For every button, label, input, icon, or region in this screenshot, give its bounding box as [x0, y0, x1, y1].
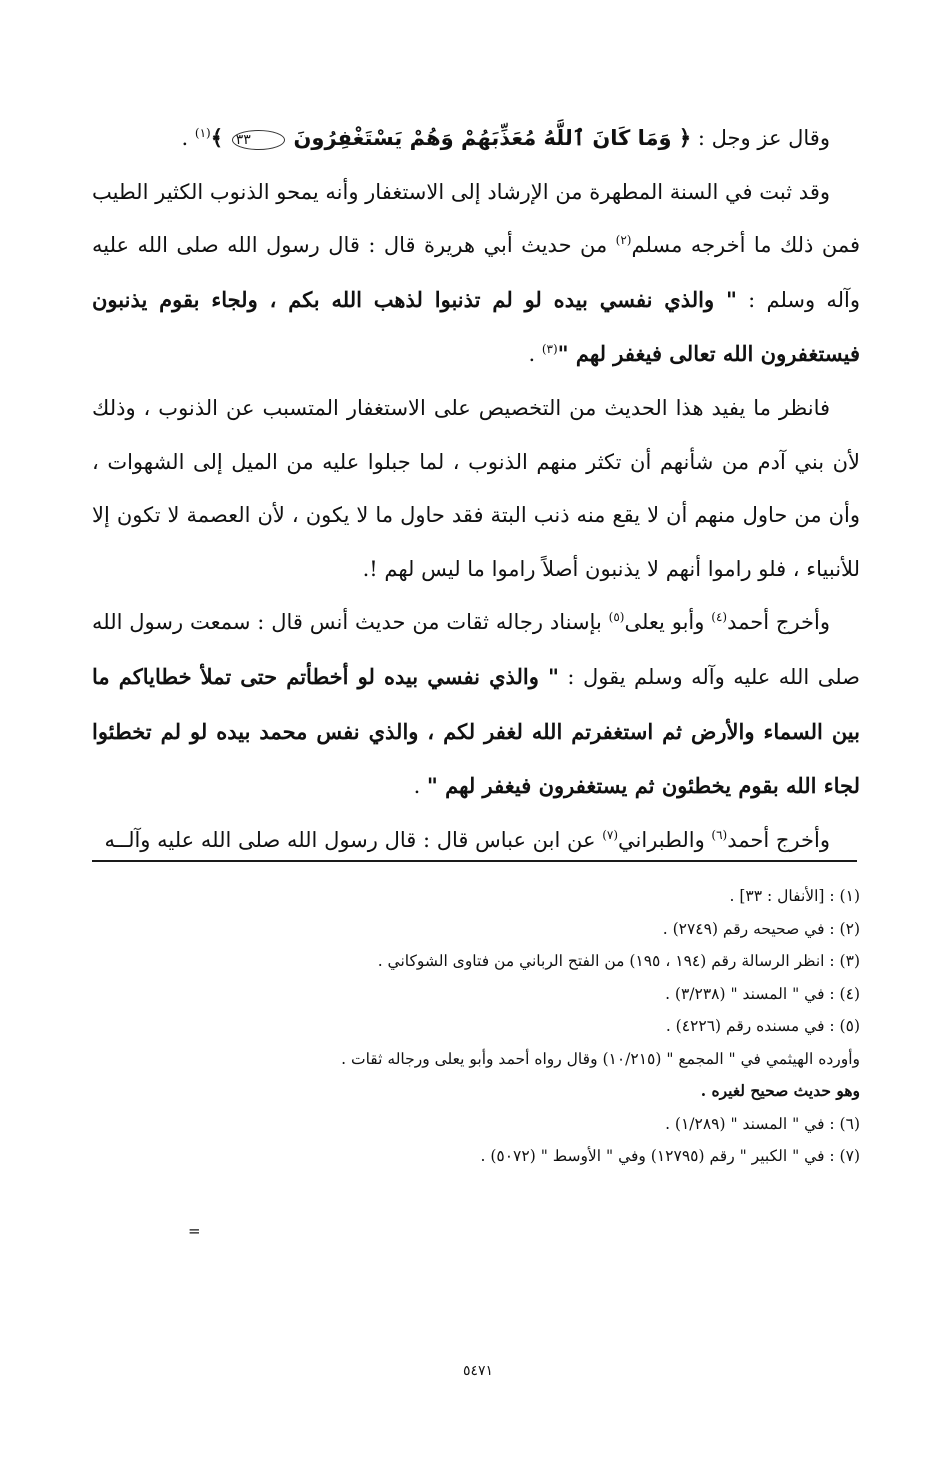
footnote-5-grading: وهو حديث صحيح لغيره . [700, 1081, 860, 1100]
footnote-ref: (٣) [541, 342, 558, 357]
paragraph-text: والطبراني [618, 827, 712, 852]
paragraph-text: فانظر ما يفيد هذا الحديث من التخصيص على الاستغفار المتسبب عن الذنوب ، وذلك لأن بني آدم من شأنهم أن تكثر منهم الذنوب ، لما جبلوا عليه من الميل إلى الشهوات ، وأن من حاول منهم أن لا يقع منه ذنب البتة فقد حاول ما لا يكون ، لأن العصمة لا تكون إلا للأنبياء ، فلو راموا أنهم لا يذنبون أصلاً راموا ما ليس لهم !. [92, 395, 860, 581]
footnote-2: (٢) : في صحيحه رقم (٢٧٤٩) . [662, 919, 860, 938]
footnote-separator [92, 860, 857, 862]
paragraph-text: بإسناد رجاله ثقات من حديث أنس قال : سمعت رسول الله صلى الله عليه وآله وسلم يقول : [92, 610, 860, 689]
footnote-ref: (٧) [602, 827, 619, 842]
footnotes [150, 880, 860, 1173]
main-text [92, 112, 860, 867]
hadith-quote: " والذي نفسي بيده لو لم تذنبوا لذهب الله بكم ، ولجاء بقوم يذنبون فيستغفرون الله تعالى فيغفر لهم " [92, 286, 860, 367]
hadith-quote: " والذي نفسي بيده لو أخطأتم حتى تملأ خطاياكم ما بين السماء والأرض ثم استغفرتم الله لغفر لكم ، والذي نفس محمد بيده لو لم تخطئوا لجاء الله بقوم يخطئون ثم يستغفرون فيغفر لهم " [92, 663, 860, 799]
paragraph-text: من حديث أبي هريرة قال : قال رسول الله صلى الله عليه وآله وسلم : [92, 233, 860, 312]
footnote-ref: (٢) [615, 233, 632, 248]
paragraph-text: وأخرج أحمد [727, 827, 830, 852]
paragraph-2 [92, 166, 860, 382]
footnote-ref: (٤) [711, 610, 728, 625]
paragraph-1 [92, 112, 860, 166]
verse-number-marker: ٣٣ [232, 130, 285, 150]
footnote-7: (٧) : في " الكبير " رقم (١٢٧٩٥) وفي " الأوسط " (٥٠٧٢) . [480, 1147, 860, 1165]
footnote-6: (٦) : في " المسند " (١/٢٨٩) . [665, 1114, 860, 1133]
verse-close-bracket: ﴾ [210, 126, 224, 150]
sentence-end: . [528, 342, 542, 367]
paragraph-4 [92, 596, 860, 813]
page-number: ٥٤٧١ [462, 1363, 494, 1379]
footnote-1: (١) : [الأنفال : ٣٣] . [729, 887, 860, 905]
paragraph-text: وأبو يعلى [624, 610, 712, 635]
verse-intro: وقال عز وجل : [697, 126, 830, 150]
footnote-ref: (٥) [608, 610, 625, 625]
sentence-end: . [413, 774, 427, 799]
continuation-mark: = [188, 1222, 201, 1240]
footnote-5-continuation: وأورده الهيثمي في " المجمع " (١٠/٢١٥) وقال رواه أحمد وأبو يعلى ورجاله ثقات . [341, 1049, 860, 1068]
paragraph-3 [92, 382, 860, 596]
footnote-3: (٣) : انظر الرسالة رقم (١٩٤ ، ١٩٥) من الفتح الرباني من فتاوى الشوكاني . [377, 952, 860, 970]
paragraph-text: وأخرج أحمد [727, 610, 830, 635]
footnote-ref: (٦) [711, 827, 728, 842]
paragraph-text: عن ابن عباس قال : قال رسول الله صلى الله عليه وآلــه [104, 827, 603, 852]
quran-verse: ﴿ وَمَا كَانَ ٱللَّهُ مُعَذِّبَهُمْ وَهُمْ يَسْتَغْفِرُونَ [293, 126, 692, 150]
footnote-ref: (١) [194, 126, 211, 140]
footnote-5: (٥) : في مسنده رقم (٤٢٢٦) . [665, 1017, 860, 1035]
paragraph-text: وقد ثبت في السنة المطهرة من الإرشاد إلى الاستغفار وأنه يمحو الذنوب الكثير الطيب فمن ذلك ما أخرجه مسلم [92, 179, 860, 258]
footnote-4: (٤) : في " المسند " (٣/٢٣٨) . [665, 984, 860, 1003]
sentence-end: . [181, 126, 195, 150]
